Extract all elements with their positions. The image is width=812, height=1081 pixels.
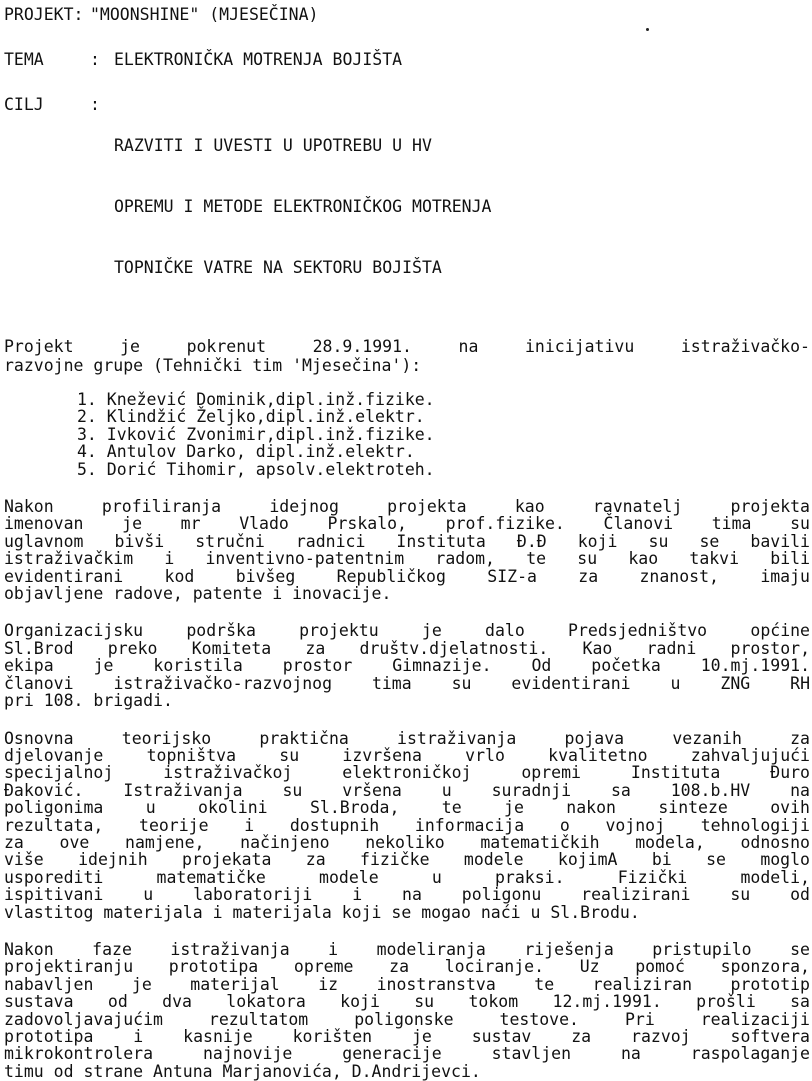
team-member-list: [4, 391, 810, 478]
tema-colon: :: [90, 50, 100, 69]
paragraph-research: [4, 730, 810, 921]
cilj-line-2: OPREMU I METODE ELEKTRONIČKOG MOTRENJA: [114, 197, 492, 216]
list-item: 5. Dorić Tihomir, apsolv.elektroteh.: [77, 459, 435, 479]
paragraph-line: više idejnih projekata za fizičke modele kojimA bi se moglo: [4, 850, 810, 870]
paragraph-line: poligonima u okolini Sl.Broda, te je nakon sinteze ovih: [4, 798, 810, 818]
cilj-colon: :: [90, 95, 100, 114]
cilj-line-1: RAZVITI I UVESTI U UPOTREBU U HV: [114, 136, 432, 155]
paragraph-line: objavljene radove, patente i inovacije.: [4, 584, 392, 604]
paragraph-line: Đaković. Istraživanja su vršena u suradnji sa 108.b.HV na: [4, 780, 810, 800]
paragraph-line: timu od strane Antuna Marjanovića, D.Andrijevci.: [4, 1061, 481, 1081]
intro-paragraph: [4, 337, 810, 375]
paragraph-line: projektiranju prototipa opreme za lociranje. Uz pomoć sponzora,: [4, 957, 810, 977]
list-item: 2. Klindžić Željko,dipl.inž.elektr.: [77, 407, 425, 427]
tema-line: [4, 49, 810, 70]
paragraph-line: nabavljen je materijal iz inostranstva te realiziran prototip: [4, 974, 810, 994]
paragraph-line: za ove namjene, načinjeno nekoliko matematičkih modela, odnosno: [4, 832, 810, 852]
paragraph-line: Nakon faze istraživanja i modeliranja riješenja pristupilo se: [4, 939, 810, 959]
paragraph-line: Osnovna teorijsko praktična istraživanja pojava vezanih za: [4, 728, 810, 748]
paragraph-line: ekipa je koristila prostor Gimnazije. Od početka 10.mj.1991.: [4, 656, 810, 676]
paragraph-line: Sl.Brod preko Komiteta za društv.djelatnosti. Kao radni prostor,: [4, 638, 810, 658]
projekt-label: PROJEKT:: [4, 5, 84, 24]
scan-speck: [646, 28, 649, 31]
paragraph-line: vlastitog materijala i materijala koji se mogao naći u Sl.Brodu.: [4, 902, 640, 922]
paragraph-line: ispitivani u laboratoriji i na poligonu realizirani su od: [4, 885, 810, 905]
cilj-line-3: TOPNIČKE VATRE NA SEKTORU BOJIŠTA: [114, 258, 442, 277]
intro-line-2: razvojne grupe (Tehnički tim 'Mjesečina'):: [4, 356, 422, 375]
paragraph-line: sustava od dva lokatora koji su tokom 12.mj.1991. prošli sa: [4, 992, 810, 1012]
paragraph-line: rezultata, teorije i dostupnih informacija o vojnoj tehnologiji: [4, 815, 810, 835]
paragraph-line: prototipa i kasnije korišten je sustav za razvoj softvera: [4, 1027, 810, 1046]
cilj-value: [114, 94, 810, 319]
paragraph-line: zadovoljavajućim rezultatom poligonske testove. Pri realizaciji: [4, 1009, 810, 1029]
paragraph-line: specijalnoj istraživačkoj elektroničkoj opremi Instituta Đuro: [4, 763, 810, 783]
list-item: 1. Knežević Dominik,dipl.inž.fizike.: [77, 390, 435, 409]
document-page: [4, 4, 810, 1080]
paragraph-line: usporediti matematičke modele u praksi. Fizički modeli,: [4, 867, 810, 887]
paragraph-organization: [4, 622, 810, 709]
list-item: 4. Antulov Darko, dipl.inž.elektr.: [77, 442, 415, 462]
paragraph-line: Organizacijsku podrška projektu je dalo Predsjedništvo općine: [4, 621, 810, 641]
paragraph-line: imenovan je mr Vlado Prskalo, prof.fizike. Članovi tima su: [4, 514, 810, 534]
intro-line-1: Projekt je pokrenut 28.9.1991. na inicijativu istraživačko-: [4, 337, 810, 356]
paragraph-line: evidentirani kod bivšeg Republičkog SIZ-a za znanost, imaju: [4, 566, 810, 586]
projekt-line: [4, 4, 810, 25]
tema-label: TEMA: [4, 50, 44, 69]
paragraph-line: mikrokontrolera najnovije generacije stavljen na raspolaganje: [4, 1044, 810, 1064]
paragraph-director: [4, 498, 810, 602]
paragraph-line: Nakon profiliranja idejnog projekta kao ravnatelj projekta: [4, 497, 810, 517]
paragraph-prototype: [4, 941, 810, 1080]
paragraph-line: članovi istraživačko-razvojnog tima su evidentirani u ZNG RH: [4, 673, 810, 693]
cilj-line: [4, 94, 810, 319]
list-item: 3. Ivković Zvonimir,dipl.inž.fizike.: [77, 424, 435, 444]
paragraph-line: djelovanje topništva su izvršena vrlo kvalitetno zahvaljujući: [4, 745, 810, 765]
projekt-value: "MOONSHINE" (MJESEČINA): [90, 5, 319, 24]
cilj-label: CILJ: [4, 95, 44, 114]
paragraph-line: istraživačkim i inventivno-patentnim radom, te su kao takvi bili: [4, 549, 810, 569]
paragraph-line: uglavnom bivši stručni radnici Instituta Đ.Đ koji su se bavili: [4, 531, 810, 551]
tema-value: ELEKTRONIČKA MOTRENJA BOJIŠTA: [114, 50, 403, 69]
paragraph-line: pri 108. brigadi.: [4, 691, 173, 711]
